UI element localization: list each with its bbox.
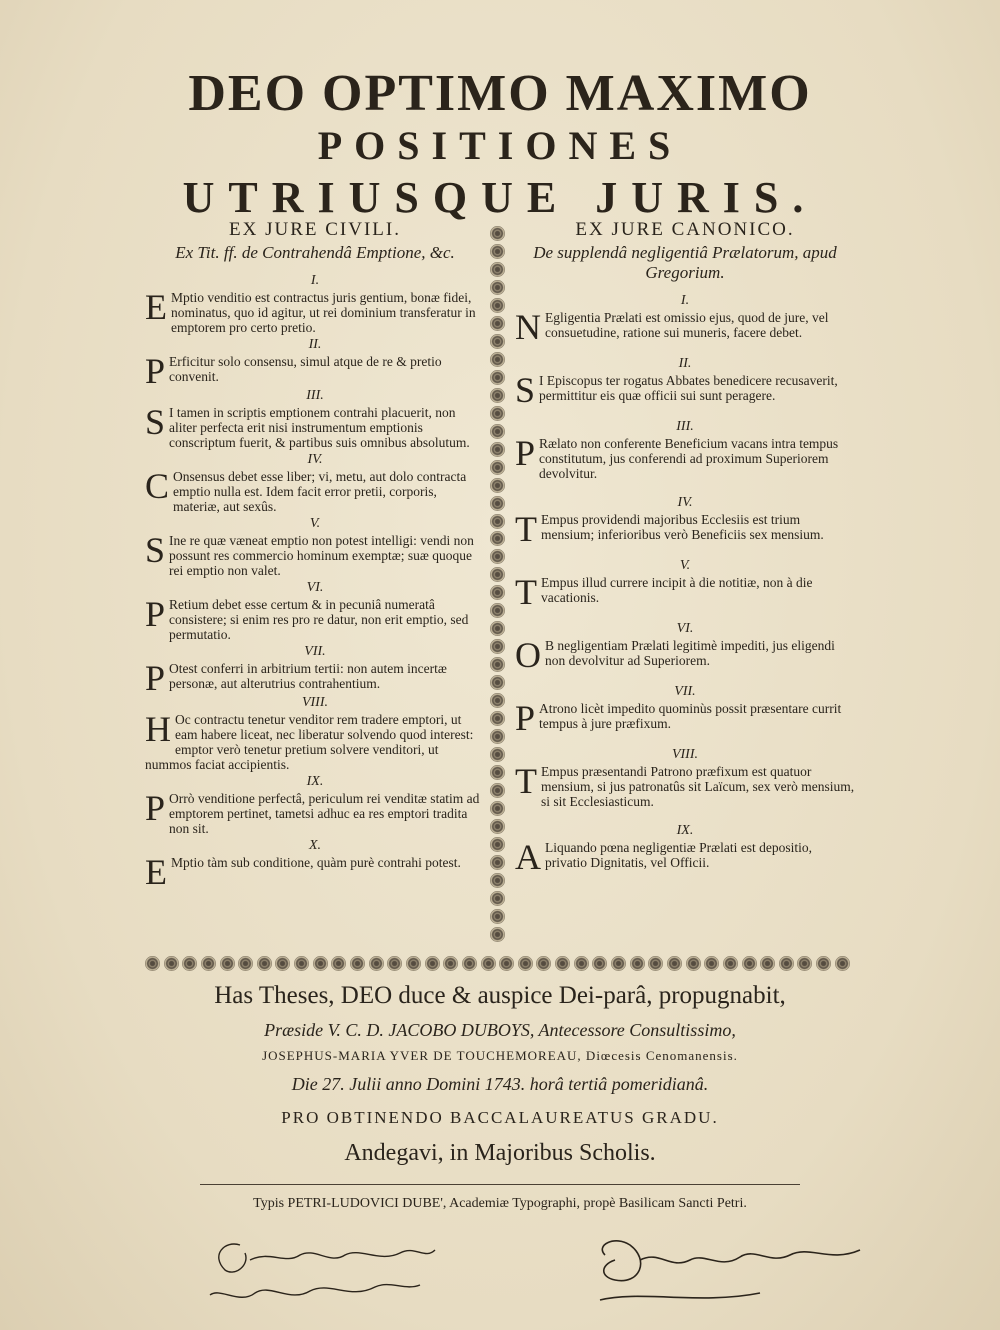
position-text: Oc contractu tenetur venditor rem tradere emptori, ut eam habere liceat, nec liberatur solvendo quod interest: emptor verò tenetur pretium solvere venditori, ut nummos faciat accipientis. [145,712,474,772]
right-position-5 [515,558,855,607]
position-text: Egligentia Prælati est omissio ejus, quod de jure, vel consuetudine, ratione sui muneris, facere debet. [545,310,829,340]
rosette-ornament-icon [490,657,505,672]
left-column-heading: EX JURE CIVILI. [229,219,401,240]
right-position-1 [515,293,855,342]
position-text-block [145,597,485,642]
rosette-ornament-icon [760,956,775,971]
position-numeral: VIII. [301,695,329,710]
position-text: Empus providendi majoribus Ecclesiis est trium mensium; inferioribus verò Beneficiis sex mensium. [541,512,824,542]
left-position-4 [145,452,485,514]
position-text: Ine re quæ væneat emptio non potest intelligi: vendi non possunt res commercio hominum exemptæ; suæ quoque rei emptio non valet. [169,533,474,578]
rosette-ornament-icon [490,478,505,493]
position-text: I tamen in scriptis emptionem contrahi placuerit, non aliter perfecta erit nisi instrumentum emptionis conscriptum fuerit, & partibus suis omnibus absolutum. [169,405,470,450]
rosette-ornament-icon [490,531,505,546]
position-text: Orrò venditione perfectâ, periculum rei venditæ statim ad emptorem pertinet, tametsi adhuc ea res emptori tradita non sit. [169,791,480,836]
rosette-ornament-icon [490,549,505,564]
rosette-ornament-icon [490,334,505,349]
position-text-block [515,310,855,342]
drop-initial: T [515,512,537,544]
right-position-9 [515,823,855,872]
left-column-civil-law [145,219,485,889]
position-numeral: I. [310,273,320,288]
rosette-ornament-icon [490,819,505,834]
position-text-block [145,855,485,887]
left-position-5 [145,516,485,578]
rosette-ornament-icon [490,711,505,726]
rosette-ornament-icon [387,956,402,971]
position-text-block [145,405,485,450]
position-text: Mptio venditio est contractus juris gentium, bonæ fidei, nominatus, quo id agitur, ut rei dominium transferatur in emptorem pro certo pretio. [171,290,476,335]
drop-initial: T [515,764,537,801]
right-column-canon-law [515,219,855,886]
rosette-ornament-icon [220,956,235,971]
rosette-ornament-icon [490,280,505,295]
right-positions-list [515,293,855,872]
rosette-ornament-icon [835,956,850,971]
drop-initial: E [145,290,167,327]
position-text-block [515,840,855,872]
rosette-ornament-icon [490,909,505,924]
position-text-block [515,701,855,733]
rosette-ornament-icon [490,262,505,277]
position-text: Erficitur solo consensu, simul atque de re & pretio convenit. [169,354,442,384]
rosette-ornament-icon [490,621,505,636]
position-numeral: V. [679,558,691,573]
rosette-ornament-icon [490,460,505,475]
rosette-ornament-icon [518,956,533,971]
position-text: Onsensus debet esse liber; vi, metu, aut dolo contracta emptio nulla est. Idem facit error pretii, corporis, materiæ, aut sexûs. [173,469,467,514]
rosette-ornament-icon [490,388,505,403]
rosette-ornament-icon [797,956,812,971]
position-numeral: IV. [307,452,323,467]
rosette-ornament-icon [257,956,272,971]
drop-initial: E [145,855,167,887]
position-numeral: VIII. [671,747,699,762]
rosette-ornament-icon [490,567,505,582]
right-position-6 [515,621,855,670]
position-text-block [515,373,855,405]
drop-initial: C [145,469,170,506]
right-position-2 [515,356,855,405]
rosette-ornament-icon [630,956,645,971]
rosette-ornament-icon [406,956,421,971]
drop-initial: P [145,661,166,693]
position-text-block [145,661,485,693]
drop-initial: O [515,638,541,670]
position-numeral: III. [676,419,694,434]
rosette-ornament-icon [742,956,757,971]
rosette-ornament-icon [490,765,505,780]
position-text-block [515,512,855,544]
rosette-ornament-icon [350,956,365,971]
position-numeral: VII. [304,644,326,659]
position-text-block [515,575,855,607]
rosette-ornament-icon [536,956,551,971]
defense-statement: Has Theses, DEO duce & auspice Dei-parâ, propugnabit, [214,982,786,1009]
rosette-ornament-icon [686,956,701,971]
rosette-ornament-icon [490,226,505,241]
position-text: Mptio tàm sub conditione, quàm purè contrahi potest. [171,855,461,870]
rosette-ornament-icon [490,639,505,654]
signature-right [600,1241,860,1300]
title-line-1: DEO OPTIMO MAXIMO [188,65,812,122]
position-text-block [145,290,485,335]
left-column-subheading: Ex Tit. ff. de Contrahendâ Emptione, &c. [175,243,455,262]
degree-line: PRO OBTINENDO BACCALAUREATUS GRADU. [281,1108,719,1127]
rosette-ornament-icon [648,956,663,971]
presiding-line: Præside V. C. D. JACOBO DUBOYS, Antecessore Consultissimo, [264,1020,736,1040]
position-numeral: IV. [677,495,693,510]
rosette-ornament-icon [816,956,831,971]
right-column-subheading: De supplendâ negligentiâ Prælatorum, apud Gregorium. [533,243,837,282]
rosette-ornament-icon [490,675,505,690]
rosette-ornament-icon [490,514,505,529]
position-numeral: VII. [674,684,696,699]
left-position-3 [145,388,485,450]
rosette-ornament-icon [779,956,794,971]
rosette-ornament-icon [490,837,505,852]
rosette-ornament-icon [145,956,160,971]
rosette-ornament-icon [462,956,477,971]
rosette-ornament-icon [490,298,505,313]
position-text: Atrono licèt impedito quominùs possit præsentare currit tempus à jure præfixum. [539,701,842,731]
drop-initial: P [515,701,536,733]
left-position-9 [145,774,485,836]
handwritten-signatures [0,1225,1000,1330]
rosette-ornament-icon [490,801,505,816]
position-numeral: II. [308,337,322,352]
position-numeral: V. [309,516,321,531]
position-numeral: II. [678,356,692,371]
position-text-block [515,638,855,670]
place-line: Andegavi, in Majoribus Scholis. [344,1140,656,1166]
drop-initial: T [515,575,537,607]
rosette-ornament-icon [369,956,384,971]
date-line: Die 27. Julii anno Domini 1743. horâ tertiâ pomeridianâ. [291,1074,709,1094]
horizontal-ornament-divider [145,955,850,971]
position-numeral: IX. [306,774,324,789]
title-line-2: POSITIONES [317,123,683,168]
position-text: Empus illud currere incipit à die notitiæ, non à die vacationis. [541,575,813,605]
rosette-ornament-icon [574,956,589,971]
right-column-heading: EX JURE CANONICO. [575,219,795,240]
rosette-ornament-icon [490,927,505,942]
rosette-ornament-icon [481,956,496,971]
signature-left [210,1244,435,1297]
rosette-ornament-icon [201,956,216,971]
rosette-ornament-icon [425,956,440,971]
rosette-ornament-icon [490,873,505,888]
position-text-block [145,791,485,836]
rosette-ornament-icon [275,956,290,971]
rosette-ornament-icon [313,956,328,971]
position-text: Rælato non conferente Beneficium vacans intra tempus constitutum, jus conferendi ad proximum Superiorem devolvitur. [539,436,839,481]
rosette-ornament-icon [490,693,505,708]
title-line-3: UTRIUSQUE JURIS. [182,173,818,222]
position-text-block [145,354,485,386]
rosette-ornament-icon [490,406,505,421]
position-numeral: I. [680,293,690,308]
drop-initial: N [515,310,541,342]
position-text: Retium debet esse certum & in pecuniâ numeratâ consistere; si enim res pro re datur, non erit emptio, sed permutatio. [169,597,469,642]
rosette-ornament-icon [490,370,505,385]
rosette-ornament-icon [704,956,719,971]
rosette-ornament-icon [490,891,505,906]
left-position-1 [145,273,485,335]
drop-initial: A [515,840,541,872]
rosette-ornament-icon [490,855,505,870]
rosette-ornament-icon [667,956,682,971]
drop-initial: H [145,712,171,749]
candidate-line: JOSEPHUS-MARIA YVER DE TOUCHEMOREAU, Diœcesis Cenomanensis. [262,1048,738,1063]
left-position-7 [145,644,485,693]
position-text-block [145,712,485,772]
drop-initial: S [515,373,536,405]
rosette-ornament-icon [592,956,607,971]
drop-initial: P [145,597,166,634]
right-position-3 [515,419,855,481]
rosette-ornament-icon [164,956,179,971]
drop-initial: P [515,436,536,473]
position-text: Otest conferri in arbitrium tertii: non autem incertæ personæ, aut alterutrius contrahentium. [169,661,447,691]
rosette-ornament-icon [490,316,505,331]
right-position-8 [515,747,855,809]
position-text: I Episcopus ter rogatus Abbates benedicere recusaverit, permittitur eis quæ officii sui sunt peragere. [539,373,838,403]
position-numeral: VI. [306,580,324,595]
printer-rule [200,1184,800,1185]
rosette-ornament-icon [611,956,626,971]
position-numeral: VI. [676,621,694,636]
rosette-ornament-icon [490,585,505,600]
rosette-ornament-icon [490,424,505,439]
position-text: B negligentiam Prælati legitimè impediti, jus eligendi non devolvitur ad Superiorem. [545,638,835,668]
position-text-block [515,764,855,809]
position-numeral: X. [308,838,322,853]
left-positions-list [145,273,485,887]
drop-initial: S [145,533,166,570]
rosette-ornament-icon [443,956,458,971]
rosette-ornament-icon [490,783,505,798]
rosette-ornament-icon [294,956,309,971]
rosette-ornament-icon [490,442,505,457]
rosette-ornament-icon [490,496,505,511]
right-position-4 [515,495,855,544]
left-position-2 [145,337,485,386]
position-text-block [145,469,485,514]
rosette-ornament-icon [490,244,505,259]
rosette-ornament-icon [238,956,253,971]
rosette-ornament-icon [499,956,514,971]
rosette-ornament-icon [182,956,197,971]
position-text-block [145,533,485,578]
left-position-8 [145,695,485,772]
rosette-ornament-icon [490,747,505,762]
rosette-ornament-icon [723,956,738,971]
rosette-ornament-icon [490,603,505,618]
position-text: Liquando pœna negligentiæ Prælati est depositio, privatio Dignitatis, vel Officii. [545,840,812,870]
drop-initial: S [145,405,166,442]
position-numeral: IX. [676,823,694,838]
rosette-ornament-icon [490,729,505,744]
printer-imprint: Typis PETRI-LUDOVICI DUBE', Academiæ Typographi, propè Basilicam Sancti Petri. [253,1196,747,1211]
position-numeral: III. [306,388,324,403]
drop-initial: P [145,354,166,386]
left-position-6 [145,580,485,642]
right-position-7 [515,684,855,733]
vertical-ornament-divider [487,226,507,942]
rosette-ornament-icon [490,352,505,367]
position-text-block [515,436,855,481]
rosette-ornament-icon [555,956,570,971]
drop-initial: P [145,791,166,828]
left-position-10 [145,838,485,887]
rosette-ornament-icon [331,956,346,971]
position-text: Empus præsentandi Patrono præfixum est quatuor mensium, si jus patronatûs sit Laïcum, sex verò mensium, si sit Ecclesiasticum. [541,764,855,809]
